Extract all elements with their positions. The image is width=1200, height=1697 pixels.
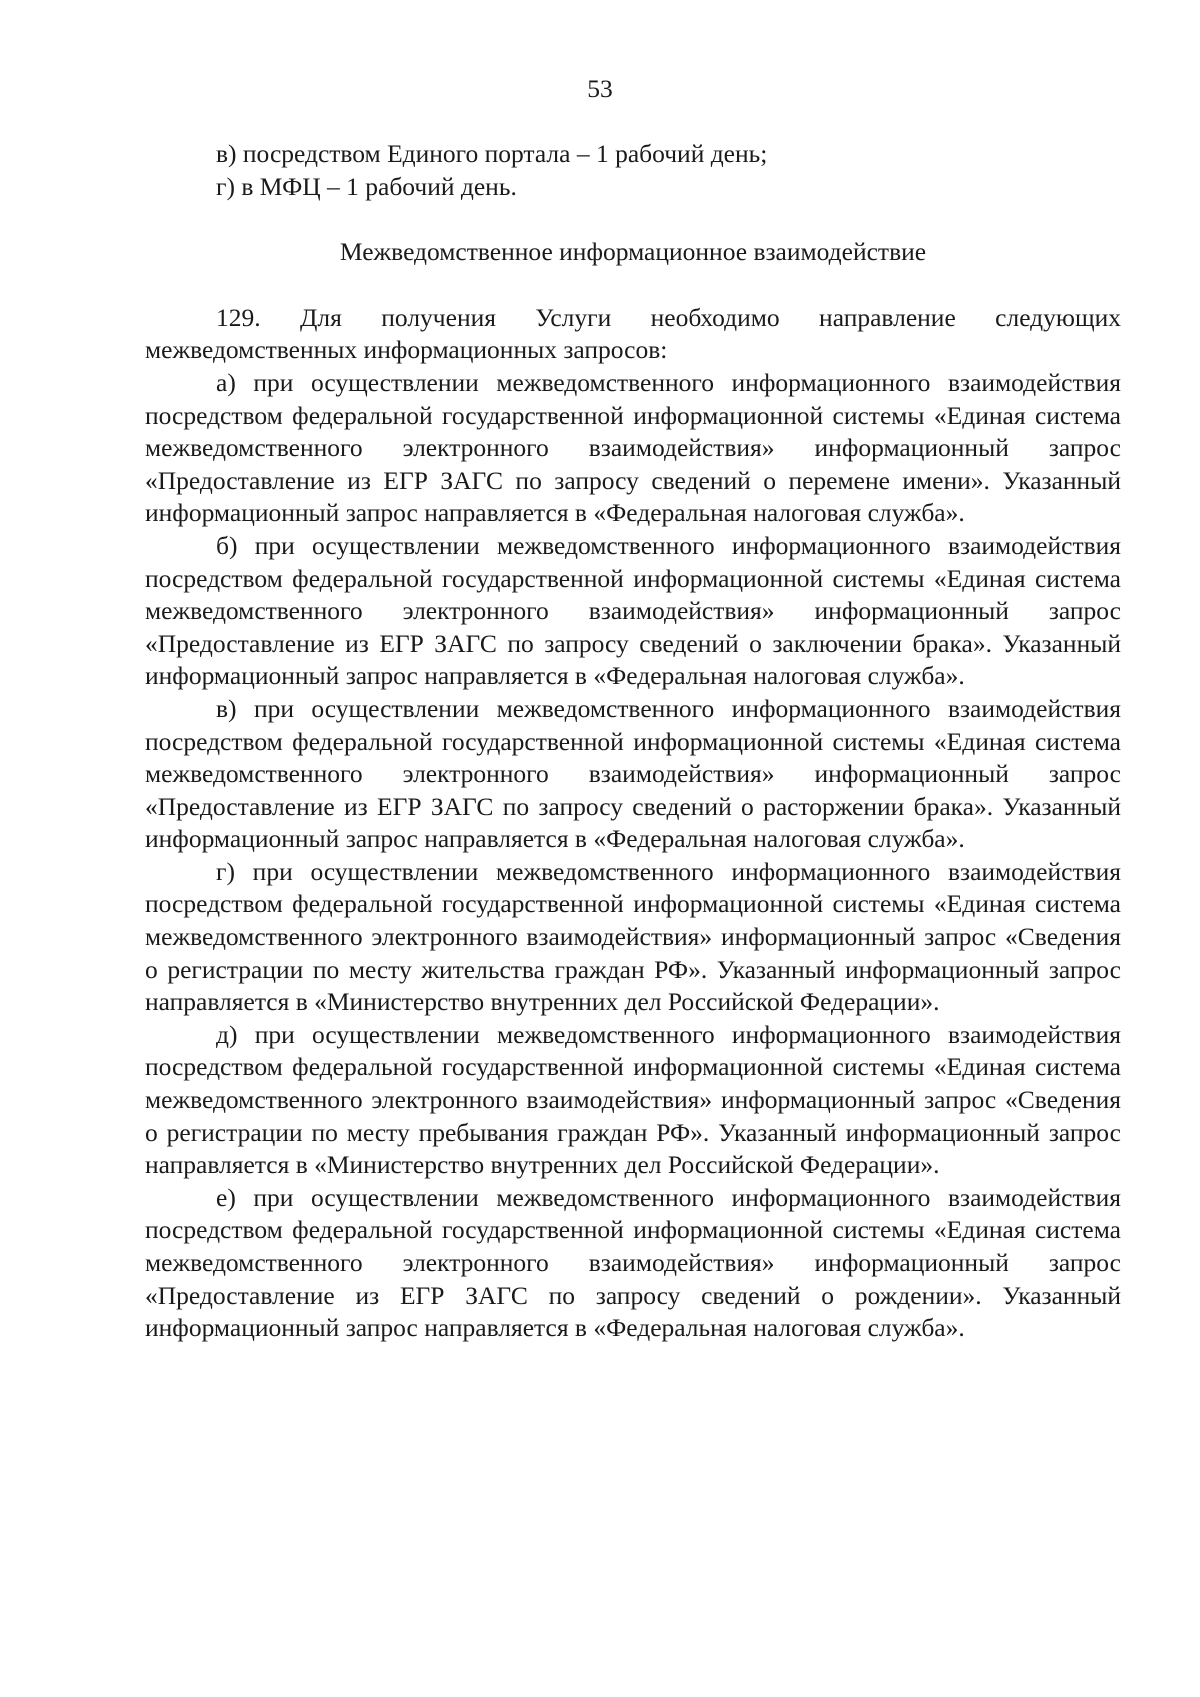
paragraph-129: 129. Для получения Услуги необходимо направление следующих межведомственных информационных запросов: <box>145 302 1121 365</box>
paragraph-item-a: а) при осуществлении межведомственного информационного взаимодействия посредством федеральной государственной информационной системы «Единая система межведомственного электронного взаимодействия» информационный запрос «Предоставление из ЕГР ЗАГС по запросу сведений о перемене имени». Указанный информационный запрос направляется в «Федеральная налоговая служба». <box>145 367 1121 528</box>
paragraph-item-e: е) при осуществлении межведомственного информационного взаимодействия посредством федеральной государственной информационной системы «Единая система межведомственного электронного взаимодействия» информационный запрос «Предоставление из ЕГР ЗАГС по запросу сведений о рождении». Указанный информационный запрос направляется в «Федеральная налоговая служба». <box>145 1182 1121 1343</box>
document-body <box>145 138 1121 1345</box>
list-item-mfc: г) в МФЦ – 1 рабочий день. <box>216 171 517 201</box>
paragraph-item-v: в) при осуществлении межведомственного информационного взаимодействия посредством федеральной государственной информационной системы «Единая система межведомственного электронного взаимодействия» информационный запрос «Предоставление из ЕГР ЗАГС по запросу сведений о расторжении брака». Указанный информационный запрос направляется в «Федеральная налоговая служба». <box>145 693 1121 854</box>
list-item-portal: в) посредством Единого портала – 1 рабочий день; <box>216 139 768 168</box>
paragraph-item-b: б) при осуществлении межведомственного информационного взаимодействия посредством федеральной государственной информационной системы «Единая система межведомственного электронного взаимодействия» информационный запрос «Предоставление из ЕГР ЗАГС по запросу сведений о заключении брака». Указанный информационный запрос направляется в «Федеральная налоговая служба». <box>145 530 1121 691</box>
paragraph-item-d: д) при осуществлении межведомственного информационного взаимодействия посредством федеральной государственной информационной системы «Единая система межведомственного электронного взаимодействия» информационный запрос «Сведения о регистрации по месту пребывания граждан РФ». Указанный информационный запрос направляется в «Министерство внутренних дел Российской Федерации». <box>145 1019 1121 1180</box>
page-number: 53 <box>587 74 613 103</box>
section-heading: Межведомственное информационное взаимодействие <box>339 237 927 267</box>
paragraph-item-g: г) при осуществлении межведомственного информационного взаимодействия посредством федеральной государственной информационной системы «Единая система межведомственного электронного взаимодействия» информационный запрос «Сведения о регистрации по месту жительства граждан РФ». Указанный информационный запрос направляется в «Министерство внутренних дел Российской Федерации». <box>145 856 1121 1017</box>
